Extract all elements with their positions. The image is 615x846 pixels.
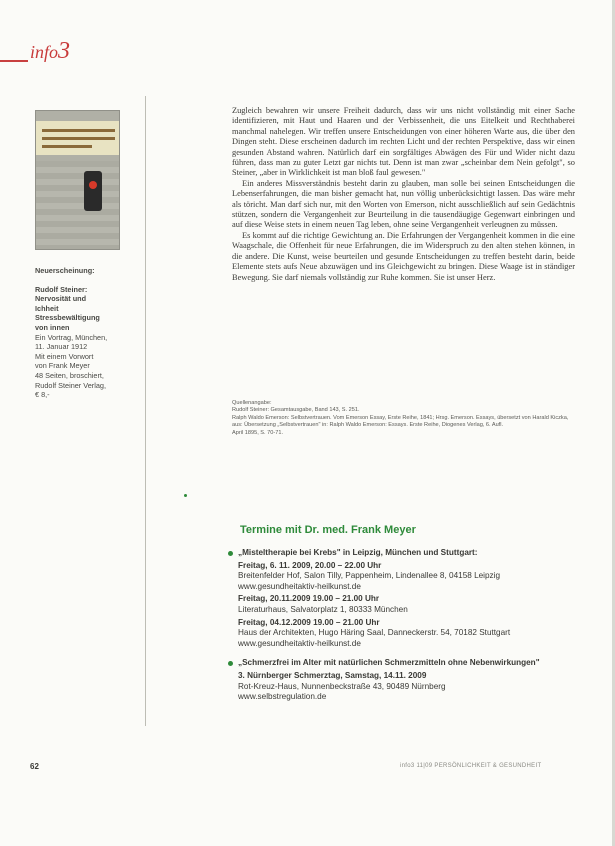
source-line: Ralph Waldo Emerson: Selbstvertrauen. Vom Emerson Essay, Erste Reihe, 1841; Hrsg. Emerson. Essays, übersetzt von Harald Kiczka,	[232, 414, 569, 421]
sidebar-heading: Neuerscheinung:	[35, 266, 95, 275]
event-item	[228, 658, 588, 702]
cover-pattern	[36, 161, 120, 250]
logo-number: 3	[58, 38, 71, 64]
article-body	[232, 106, 575, 283]
event-date: Freitag, 04.12.2009 19.00 – 21.00 Uhr	[238, 617, 380, 627]
event-website-link[interactable]: www.selbstregulation.de	[238, 692, 327, 702]
event-title: „Misteltherapie bei Krebs" in Leipzig, München und Stuttgart:	[238, 548, 478, 557]
sidebar-book-title-line: Ichheit	[35, 303, 59, 313]
sidebar-book-title-line: Stressbewältigung	[35, 313, 100, 323]
decorative-dot	[184, 494, 187, 497]
event-place: Rot-Kreuz-Haus, Nunnenbeckstraße 43, 90489 Nürnberg	[238, 681, 446, 691]
event-place: Literaturhaus, Salvatorplatz 1, 80333 München	[238, 604, 408, 614]
traffic-light-graphic	[84, 171, 102, 211]
book-cover-image	[35, 110, 120, 250]
sidebar-book-title-line: von innen	[35, 322, 70, 332]
source-line: April 1895, S. 70-71.	[232, 429, 283, 436]
event-website-link[interactable]: www.gesundheitaktiv-heilkunst.de	[238, 581, 361, 591]
sidebar-book-title-line: Rudolf Steiner:	[35, 284, 88, 294]
red-light-graphic	[89, 181, 97, 189]
logo-text: info	[30, 42, 59, 62]
bullet-icon	[228, 661, 233, 666]
event-date: Freitag, 6. 11. 2009, 20.00 – 22.00 Uhr	[238, 560, 382, 570]
event-item	[228, 548, 588, 649]
cover-title-line	[42, 129, 115, 132]
event-place: Breitenfelder Hof, Salon Tilly, Pappenheim, Lindenallee 8, 04158 Leipzig	[238, 571, 501, 581]
article-paragraph: Zugleich bewahren wir unsere Freiheit dadurch, dass wir uns nicht vollständig mit einer Sache identifizieren, mit Haut und Haaren und der Verbissenheit, die uns Eitelkeit und Rechthaberei manchmal nahelegen. Wir treffen unsere Entscheidungen von einer höheren Warte aus, die über den Dingen steht. Diese erscheinen dadurch im rechten Licht und der rechten Perspektive, dass wir einen gesunden Abstand wahren. Natürlich darf ein sorgfältiges Abwägen des Für und Wider nicht dazu führen, dass man zu guter Letzt gar nichts tut. Denn ist man zwar „scheinbar dem Nein gefolgt", so Steiner, „aber in Wirklichkeit ist man bloß faul gewesen."	[232, 106, 575, 178]
event-title: „Schmerzfrei im Alter mit natürlichen Schmerzmitteln ohne Nebenwirkungen"	[238, 658, 540, 668]
article-paragraph: Es kommt auf die richtige Gewichtung an. Die Erfahrungen der Vergangenheit kommen in die eine Waagschale, die Offenheit für neue Erfahrungen, die im Widerspruch zu den alten stehen können, in die andere. Die Kunst, weise beurteilen und gesunde Entscheidungen zu treffen besteht darin, beide Elemente stets aufs Neue abzuwägen und ins Gleichgewicht zu bringen. Diese Waage ist in ständiger Bewegung. Sie darf niemals vollständig zur Ruhe kommen. Sie ist unser Herz.	[232, 230, 575, 282]
event-place: Haus der Architekten, Hugo Häring Saal, Danneckerstr. 54, 70182 Stuttgart	[238, 628, 511, 638]
sidebar-detail-line: Rudolf Steiner Verlag,	[35, 380, 106, 390]
sidebar-detail-line: 48 Seiten, broschiert,	[35, 370, 104, 380]
bullet-icon	[228, 551, 233, 556]
event-date: 3. Nürnberger Schmerztag, Samstag, 14.11. 2009	[238, 670, 427, 680]
sidebar-detail-line: 11. Januar 1912	[35, 342, 88, 352]
sidebar-book-title-line: Nervosität und	[35, 294, 87, 304]
event-website-link[interactable]: www.gesundheitaktiv-heilkunst.de	[238, 638, 361, 648]
magazine-logo	[30, 38, 70, 65]
events-list	[228, 548, 588, 712]
sidebar-detail-line: von Frank Meyer	[35, 361, 90, 371]
book-info-sidebar	[35, 266, 135, 400]
column-divider	[145, 96, 146, 726]
page-number: 62	[30, 762, 39, 771]
footer-issue-info: info3 11|09 PERSÖNLICHKEIT & GESUNDHEIT	[400, 763, 542, 769]
event-date: Freitag, 20.11.2009 19.00 – 21.00 Uhr	[238, 594, 380, 604]
sidebar-detail-line: € 8,-	[35, 390, 50, 400]
cover-title-line	[42, 137, 115, 140]
sources-heading: Quellenangabe:	[232, 400, 272, 406]
source-line: Rudolf Steiner: Gesamtausgabe, Band 143, S. 251.	[232, 407, 360, 414]
article-paragraph: Ein anderes Missverständnis besteht darin zu glauben, man solle bei seinen Entscheidungen die Lebenserfahrungen, die man bisher gemacht hat, nun völlig unberücksichtigt lassen. Das wäre mehr als töricht. Man darf sich nur, mit den Worten von Emerson, nicht ausschließlich auf sein Gedächtnis stützen, sondern die Vergangenheit zur Beurteilung in die tausendäugige Gegenwart einbringen und auf diese Weise stets in einem neuen Tag leben, ohne seine Vergangenheit verleugnen zu müssen.	[232, 178, 575, 230]
events-heading: Termine mit Dr. med. Frank Meyer	[240, 524, 416, 536]
source-line: aus: Übersetzung „Selbstvertrauen" in: Ralph Waldo Emerson: Essays. Erste Reihe, Diogenes Verlag, 6. Aufl.	[232, 422, 504, 429]
sidebar-detail-line: Ein Vortrag, München,	[35, 332, 108, 342]
source-references	[232, 400, 575, 437]
sidebar-detail-line: Mit einem Vorwort	[35, 351, 94, 361]
header-accent-line	[0, 60, 28, 62]
cover-title-line	[42, 145, 92, 148]
